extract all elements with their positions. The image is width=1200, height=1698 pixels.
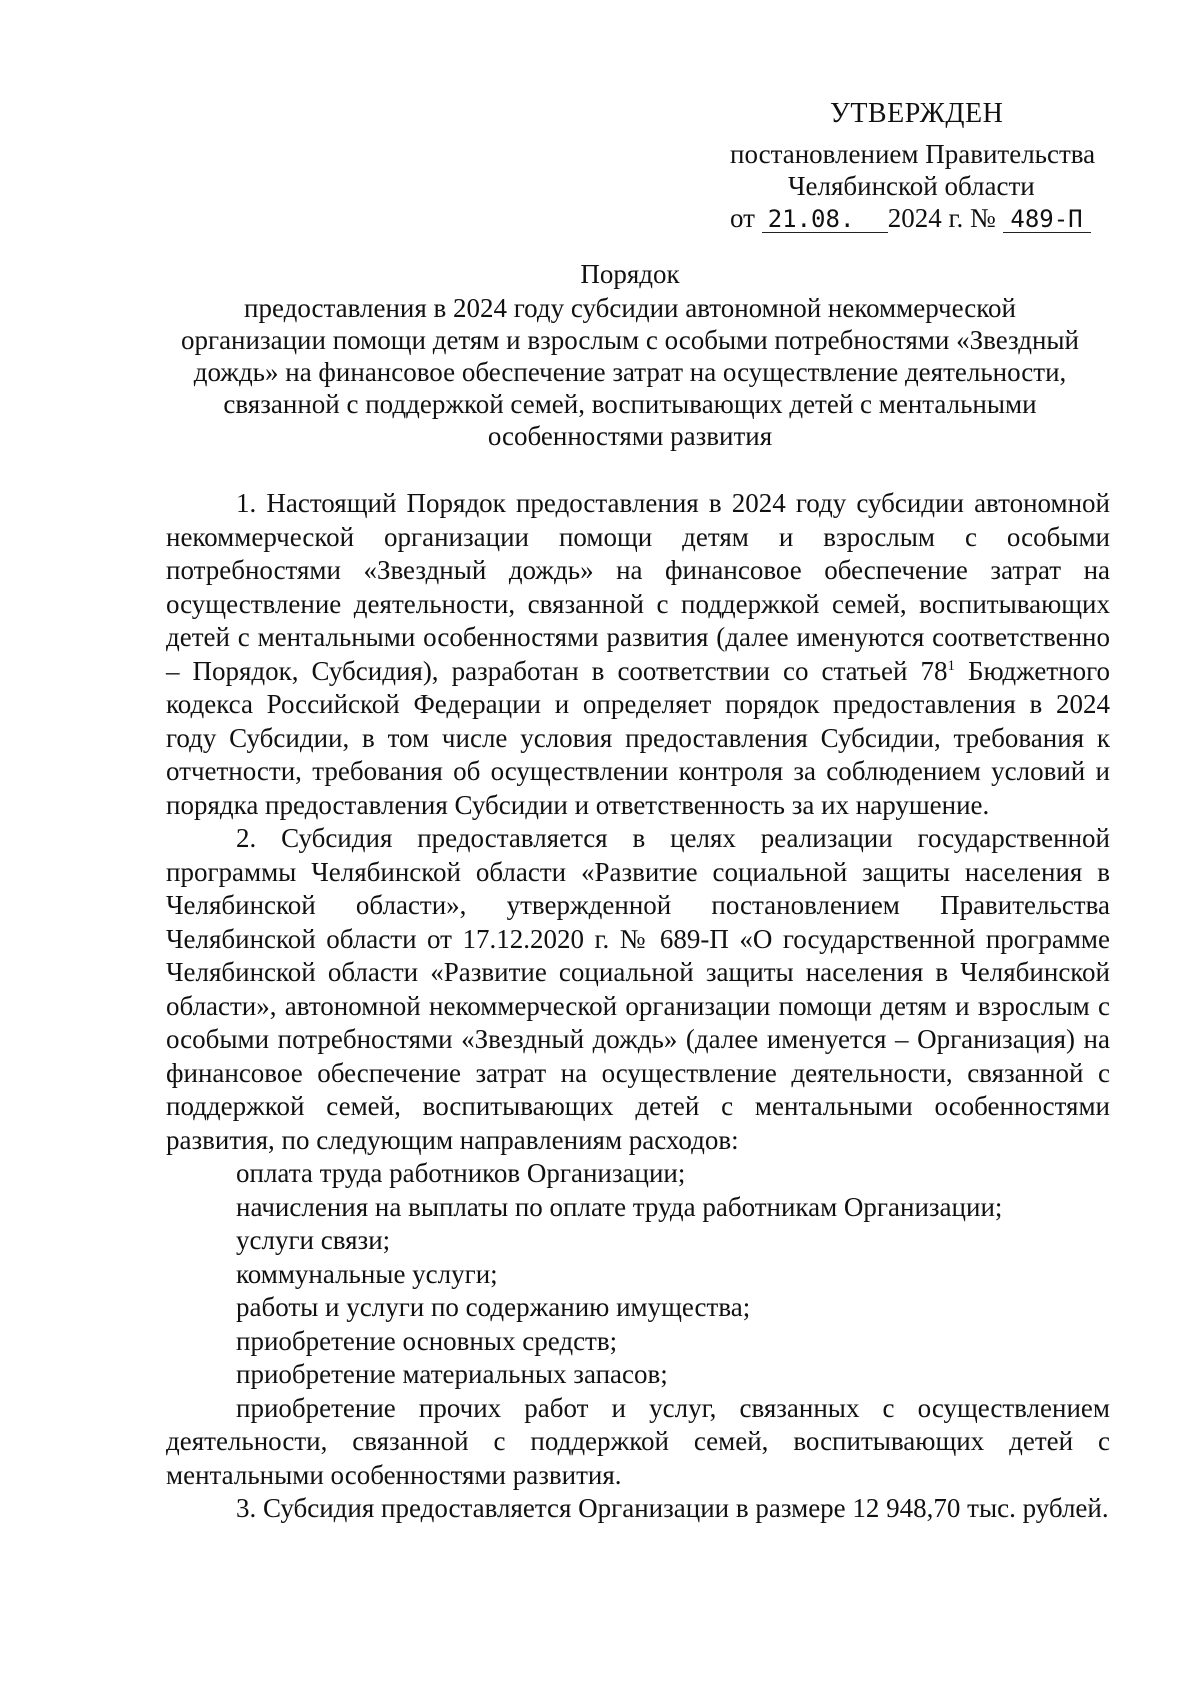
subtitle-line: связанной с поддержкой семей, воспитывающих детей с ментальными (223, 389, 1037, 419)
approval-date-number-line (730, 202, 1091, 234)
paragraph-1-text-a: 1. Настоящий Порядок предоставления в 2024 году субсидии автономной некоммерческой организации помощи детям и взрослым с особыми потребностями «Звездный дождь» на финансовое обеспечение затрат на осуществление деятельности, связанной с поддержкой семей, воспитывающих детей с ментальными особенностями развития (далее именуются соответственно – Порядок, Субсидия), разработан в соответствии со статьей 78 (166, 488, 1110, 686)
subtitle-line: особенностями развития (487, 421, 773, 451)
subtitle-line: организации помощи детям и взрослым с особыми потребностями «Звездный (181, 325, 1079, 355)
paragraph-1 (166, 487, 1110, 822)
approval-issuer-line: постановлением Правительства (730, 139, 1096, 169)
approval-number-field: 489-П (1003, 206, 1091, 233)
paragraph-3: 3. Субсидия предоставляется Организации в размере 12 948,70 тыс. рублей. (236, 1493, 1109, 1523)
expense-item: начисления на выплаты по оплате труда работникам Организации; (236, 1191, 1003, 1222)
approval-year-text: 2024 г. № (887, 203, 996, 233)
approval-region-line: Челябинской области (788, 171, 1035, 201)
approval-date-field: 21.08. (762, 206, 888, 233)
approval-title: УТВЕРЖДЕН (830, 98, 1004, 129)
expense-item: приобретение материальных запасов; (236, 1359, 668, 1389)
paragraph-1-text-b: Бюджетного кодекса Российской Федерации и определяет порядок предоставления в 2024 году Субсидии, в том числе условия предоставления Субсидии, требования к отчетности, требования об осуществлении контроля за соблюдением условий и порядка предоставления Субсидии и ответственность за их нарушение. (166, 655, 1110, 820)
expense-item: работы и услуги по содержанию имущества; (236, 1292, 751, 1322)
expense-item: услуги связи; (236, 1225, 391, 1255)
approval-date-prefix: от (730, 203, 755, 233)
subtitle-line: предоставления в 2024 году субсидии автономной некоммерческой (244, 293, 1016, 323)
expense-item: оплата труда работников Организации; (236, 1158, 686, 1188)
document-subtitle (160, 292, 1100, 452)
paragraph-2: 2. Субсидия предоставляется в целях реализации государственной программы Челябинской области «Развитие социальной защиты населения в Челябинской области», утвержденной постановлением Правительства Челябинской области от 17.12.2020 г. № 689-П «О государственной программе Челябинской области «Развитие социальной защиты населения в Челябинской области», автономной некоммерческой организации помощи детям и взрослым с особыми потребностями «Звездный дождь» (далее именуется – Организация) на финансовое обеспечение затрат на осуществление деятельности, связанной с поддержкой семей, воспитывающих детей с ментальными особенностями развития, по следующим направлениям расходов: (166, 823, 1110, 1155)
expense-item: приобретение прочих работ и услуг, связанных с осуществлением деятельности, связанной с поддержкой семей, воспитывающих детей с ментальными особенностями развития. (166, 1392, 1110, 1490)
document-heading (160, 258, 1100, 452)
document-title: Порядок (580, 259, 680, 289)
paragraph-1-superscript: 1 (947, 657, 955, 674)
expense-item: коммунальные услуги; (236, 1258, 498, 1289)
expense-item: приобретение основных средств; (236, 1325, 618, 1356)
subtitle-line: дождь» на финансовое обеспечение затрат на осуществление деятельности, (193, 357, 1067, 387)
document-body (166, 487, 1110, 1526)
